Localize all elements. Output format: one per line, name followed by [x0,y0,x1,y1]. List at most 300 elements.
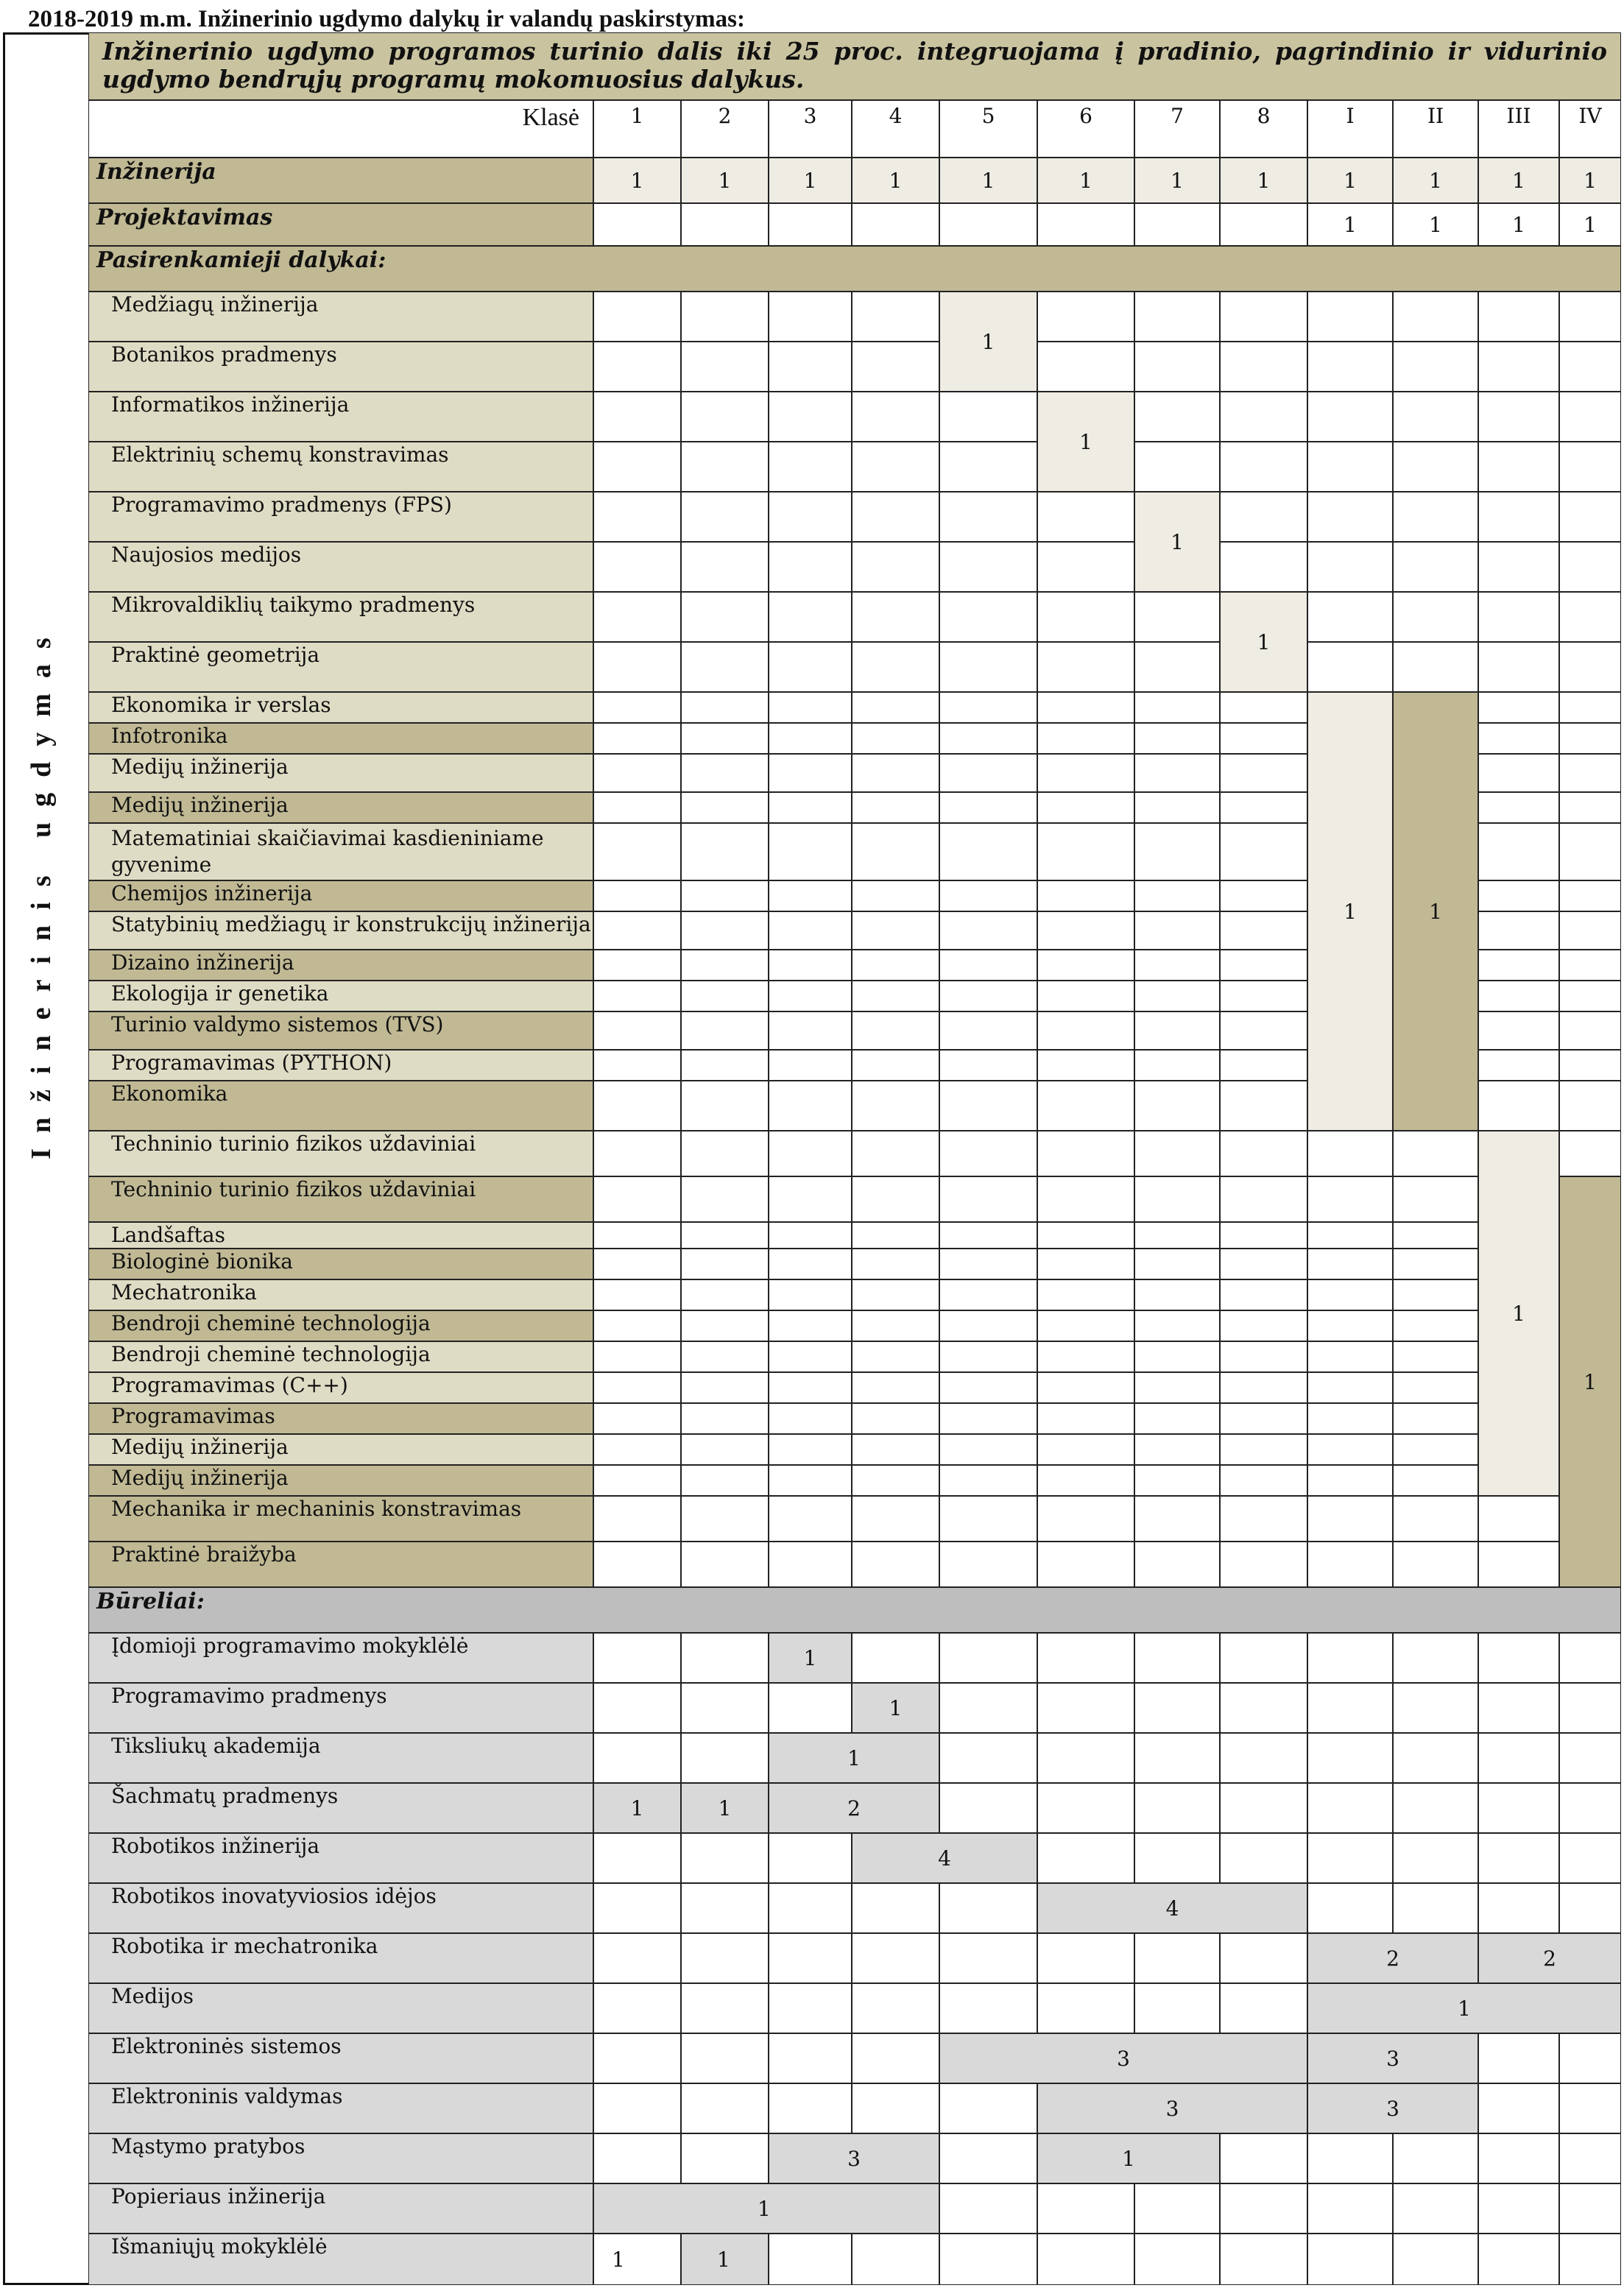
empty-cell [1478,1833,1559,1883]
empty-cell [1134,292,1220,342]
empty-cell [939,823,1037,880]
empty-cell [1559,692,1621,723]
empty-cell [852,1222,939,1249]
empty-cell [1559,342,1621,392]
empty-cell [852,1011,939,1050]
empty-cell [593,392,681,442]
empty-cell [681,950,769,981]
empty-cell [769,342,852,392]
elective-hours-value: 1 [1478,1131,1559,1496]
empty-cell [1307,1733,1393,1783]
empty-cell [593,1983,681,2033]
empty-cell [1559,2183,1621,2234]
empty-cell [852,1310,939,1341]
empty-cell [1220,292,1307,342]
empty-cell [593,1249,681,1279]
empty-cell [1478,792,1559,823]
empty-cell [1478,911,1559,950]
empty-cell [681,1011,769,1050]
empty-cell [939,2183,1037,2234]
empty-cell [769,1465,852,1496]
empty-cell [852,1249,939,1279]
empty-cell [1307,1542,1393,1587]
empty-cell [1393,2183,1478,2234]
empty-cell [1307,1465,1393,1496]
empty-cell [593,1465,681,1496]
empty-cell [593,292,681,342]
empty-cell [769,592,852,642]
empty-cell [593,692,681,723]
empty-cell [1220,2234,1307,2285]
empty-cell [769,692,852,723]
empty-cell [1220,1222,1307,1249]
empty-cell [852,442,939,492]
empty-cell [681,692,769,723]
empty-cell [593,1131,681,1176]
empty-cell [1559,981,1621,1011]
empty-cell [852,1542,939,1587]
empty-cell [593,823,681,880]
elective-row-label: Mikrovaldiklių taikymo pradmenys [88,592,593,642]
club-row-label: Robotikos inžinerija [88,1833,593,1883]
empty-cell [1220,911,1307,950]
empty-cell [1220,1176,1307,1222]
empty-cell [1393,1131,1478,1176]
elective-hours-value: 1 [1307,692,1393,1131]
empty-cell [1393,442,1478,492]
empty-cell [852,1465,939,1496]
empty-cell [593,1050,681,1081]
empty-cell [769,1372,852,1403]
empty-cell [681,981,769,1011]
empty-cell [1220,1496,1307,1542]
band-engineering: Inžinerija [88,158,593,203]
empty-cell [1220,1783,1307,1833]
empty-cell [1307,1783,1393,1833]
empty-cell [593,1833,681,1883]
empty-cell [939,1279,1037,1310]
empty-cell [1478,2234,1559,2285]
empty-cell [1307,1176,1393,1222]
grade-header: 8 [1220,100,1307,158]
empty-cell [769,1496,852,1542]
empty-cell [593,1733,681,1783]
empty-cell [1559,392,1621,442]
empty-cell [769,1983,852,2033]
empty-cell [1478,692,1559,723]
empty-cell [939,692,1037,723]
elective-row-label: Mechanika ir mechaninis konstravimas [88,1496,593,1542]
club-hours-value: 3 [1307,2083,1478,2133]
empty-cell [1307,1131,1393,1176]
empty-cell [1393,1733,1478,1783]
empty-cell [593,2083,681,2133]
empty-cell [1134,1222,1220,1249]
empty-cell [1393,2234,1478,2285]
club-row-label: Programavimo pradmenys [88,1683,593,1733]
empty-cell [1393,1310,1478,1341]
empty-cell [681,1983,769,2033]
empty-cell [1037,292,1134,342]
empty-cell [1393,1496,1478,1542]
empty-cell [769,950,852,981]
empty-cell [1307,1249,1393,1279]
empty-cell [1037,1833,1134,1883]
grade-header: II [1393,100,1478,158]
empty-cell [1037,1633,1134,1683]
empty-cell [1220,950,1307,981]
empty-cell [852,1403,939,1434]
club-hours-value: 2 [1307,1933,1478,1983]
empty-cell [1134,823,1220,880]
empty-cell [1134,1176,1220,1222]
club-row-label: Mąstymo pratybos [88,2133,593,2183]
empty-cell [593,981,681,1011]
empty-cell [769,1249,852,1279]
empty-cell [1393,1783,1478,1833]
empty-cell [1307,1633,1393,1683]
empty-cell [1037,542,1134,592]
empty-cell [939,1542,1037,1587]
empty-cell [1134,342,1220,392]
empty-cell [1037,692,1134,723]
grade-header: III [1478,100,1559,158]
empty-cell [769,492,852,542]
empty-cell [852,392,939,442]
elective-row-label: Ekonomika ir verslas [88,692,593,723]
empty-cell [1307,442,1393,492]
empty-cell [1559,1783,1621,1833]
empty-cell [1559,2083,1621,2133]
empty-cell [1393,1542,1478,1587]
empty-cell [681,542,769,592]
empty-cell [939,1131,1037,1176]
elective-row-label: Bendroji cheminė technologija [88,1310,593,1341]
empty-cell [769,442,852,492]
empty-cell [852,1279,939,1310]
empty-cell [769,1050,852,1081]
empty-cell [939,2083,1037,2133]
empty-cell [1307,642,1393,692]
empty-cell [681,2083,769,2133]
design-value [1037,203,1134,246]
empty-cell [1134,1983,1220,2033]
empty-cell [1037,1983,1134,2033]
empty-cell [593,792,681,823]
empty-cell [1559,754,1621,792]
empty-cell [852,1434,939,1465]
club-row-label: Išmaniųjų mokyklėlė [88,2234,593,2285]
empty-cell [681,1176,769,1222]
empty-cell [769,1310,852,1341]
elective-hours-value: 1 [1037,392,1134,492]
empty-cell [939,723,1037,754]
empty-cell [1220,1341,1307,1372]
empty-cell [1559,1733,1621,1783]
empty-cell [1393,1465,1478,1496]
intro-text: Inžinerinio ugdymo programos turinio dalis iki 25 proc. integruojama į pradinio, pagrindinio ir vidurinio ugdymo bendrųjų programų mokomuosius dalykus. [88,32,1621,100]
empty-cell [1559,1131,1621,1176]
empty-cell [1037,1222,1134,1249]
empty-cell [681,792,769,823]
empty-cell [1037,1372,1134,1403]
elective-row-label: Infotronika [88,723,593,754]
grade-header: 2 [681,100,769,158]
engineering-value: 1 [1134,158,1220,203]
empty-cell [852,1933,939,1983]
empty-cell [939,1465,1037,1496]
empty-cell [1393,342,1478,392]
empty-cell [1478,1683,1559,1733]
empty-cell [1393,642,1478,692]
empty-cell [593,1633,681,1683]
empty-cell [939,1933,1037,1983]
empty-cell [593,1279,681,1310]
elective-hours-value: 1 [1393,692,1478,1131]
empty-cell [769,642,852,692]
empty-cell [1393,492,1478,542]
design-value: 1 [1307,203,1393,246]
empty-cell [1307,1833,1393,1883]
empty-cell [939,880,1037,911]
empty-cell [1134,1633,1220,1683]
elective-row-label: Matematiniai skaičiavimai kasdieniniame gyvenime [88,823,593,880]
empty-cell [593,1176,681,1222]
empty-cell [1134,1341,1220,1372]
empty-cell [1037,792,1134,823]
elective-row-label: Statybinių medžiagų ir konstrukcijų inžinerija [88,911,593,950]
engineering-value: 1 [1037,158,1134,203]
club-row-label: Šachmatų pradmenys [88,1783,593,1833]
empty-cell [852,1131,939,1176]
empty-cell [1037,1341,1134,1372]
club-hours-value: 4 [1037,1883,1307,1933]
empty-cell [1220,492,1307,542]
empty-cell [1134,2183,1220,2234]
empty-cell [769,1279,852,1310]
empty-cell [1037,492,1134,542]
empty-cell [939,642,1037,692]
empty-cell [1220,1050,1307,1081]
empty-cell [593,1542,681,1587]
empty-cell [681,1683,769,1733]
empty-cell [681,1131,769,1176]
club-row-label: Tiksliukų akademija [88,1733,593,1783]
empty-cell [769,1403,852,1434]
empty-cell [593,950,681,981]
empty-cell [1037,2183,1134,2234]
engineering-value: 1 [939,158,1037,203]
empty-cell [769,911,852,950]
empty-cell [769,2083,852,2133]
empty-cell [1220,1465,1307,1496]
empty-cell [852,492,939,542]
elective-row-label: Bendroji cheminė technologija [88,1341,593,1372]
empty-cell [939,492,1037,542]
empty-cell [1134,1050,1220,1081]
empty-cell [593,1222,681,1249]
empty-cell [1134,1372,1220,1403]
engineering-value: 1 [1393,158,1478,203]
empty-cell [1037,2234,1134,2285]
empty-cell [939,1176,1037,1222]
empty-cell [1037,1050,1134,1081]
empty-cell [681,1222,769,1249]
empty-cell [1478,392,1559,442]
design-value: 1 [1559,203,1621,246]
empty-cell [1037,1279,1134,1310]
grade-header-label: Klasė [88,100,593,158]
empty-cell [1134,1310,1220,1341]
engineering-value: 1 [593,158,681,203]
empty-cell [1393,1403,1478,1434]
empty-cell [1134,880,1220,911]
empty-cell [1559,880,1621,911]
empty-cell [1478,2133,1559,2183]
elective-row-label: Medijų inžinerija [88,754,593,792]
empty-cell [1307,1222,1393,1249]
empty-cell [769,542,852,592]
empty-cell [1220,1249,1307,1279]
empty-cell [1134,1496,1220,1542]
empty-cell [1134,792,1220,823]
empty-cell [852,792,939,823]
elective-row-label: Praktinė braižyba [88,1542,593,1587]
empty-cell [1559,442,1621,492]
empty-cell [681,592,769,642]
empty-cell [681,2033,769,2083]
empty-cell [1220,880,1307,911]
empty-cell [852,911,939,950]
empty-cell [1559,592,1621,642]
empty-cell [1307,492,1393,542]
empty-cell [1307,1883,1393,1933]
empty-cell [593,492,681,542]
empty-cell [939,1249,1037,1279]
club-hours-value: 3 [769,2133,939,2183]
empty-cell [1037,1249,1134,1279]
empty-cell [1220,754,1307,792]
elective-row-label: Chemijos inžinerija [88,880,593,911]
empty-cell [769,1833,852,1883]
empty-cell [1559,792,1621,823]
grade-header: I [1307,100,1393,158]
empty-cell [1134,981,1220,1011]
empty-cell [1037,911,1134,950]
empty-cell [769,754,852,792]
empty-cell [1559,2133,1621,2183]
empty-cell [769,292,852,342]
grade-header: 6 [1037,100,1134,158]
empty-cell [681,1542,769,1587]
empty-cell [1220,1933,1307,1983]
empty-cell [1037,1011,1134,1050]
empty-cell [769,1542,852,1587]
empty-cell [1393,542,1478,592]
empty-cell [1478,1733,1559,1783]
empty-cell [1134,592,1220,642]
empty-cell [939,981,1037,1011]
empty-cell [681,754,769,792]
empty-cell [593,880,681,911]
empty-cell [593,911,681,950]
empty-cell [1220,1403,1307,1434]
elective-row-label: Programavimo pradmenys (FPS) [88,492,593,542]
elective-row-label: Techninio turinio fizikos uždaviniai [88,1131,593,1176]
empty-cell [1037,1081,1134,1131]
empty-cell [1559,1833,1621,1883]
empty-cell [939,1011,1037,1050]
empty-cell [769,1683,852,1733]
empty-cell [1307,1310,1393,1341]
empty-cell [1134,911,1220,950]
empty-cell [1134,1683,1220,1733]
empty-cell [1307,292,1393,342]
design-value: 1 [1478,203,1559,246]
elective-row-label: Programavimas (PYTHON) [88,1050,593,1081]
empty-cell [1478,2083,1559,2133]
empty-cell [769,1081,852,1131]
empty-cell [852,1983,939,2033]
empty-cell [852,642,939,692]
empty-cell [939,442,1037,492]
empty-cell [1559,2234,1621,2285]
band-design: Projektavimas [88,203,593,246]
empty-cell [1393,1222,1478,1249]
empty-cell [939,592,1037,642]
empty-cell [939,2133,1037,2183]
empty-cell [939,1341,1037,1372]
empty-cell [593,542,681,592]
empty-cell [852,592,939,642]
empty-cell [939,1403,1037,1434]
empty-cell [1220,1081,1307,1131]
empty-cell [1478,442,1559,492]
design-value [1220,203,1307,246]
empty-cell [593,1341,681,1372]
empty-cell [1559,1081,1621,1131]
empty-cell [852,542,939,592]
elective-row-label: Medijų inžinerija [88,1465,593,1496]
empty-cell [852,2234,939,2285]
empty-cell [681,1372,769,1403]
empty-cell [681,1933,769,1983]
empty-cell [1134,1434,1220,1465]
empty-cell [681,1249,769,1279]
empty-cell [1559,823,1621,880]
empty-cell [1559,642,1621,692]
empty-cell [769,392,852,442]
grade-header: IV [1559,100,1621,158]
document-title: 2018-2019 m.m. Inžinerinio ugdymo dalykų ir valandų paskirstymas: [28,6,745,32]
empty-cell [1134,723,1220,754]
empty-cell [1559,2033,1621,2083]
empty-cell [939,1310,1037,1341]
elective-row-label: Mechatronika [88,1279,593,1310]
empty-cell [1220,1833,1307,1883]
empty-cell [1478,950,1559,981]
side-label: Inžinerinis ugdymas [26,622,57,1159]
empty-cell [593,1496,681,1542]
empty-cell [681,1883,769,1933]
empty-cell [681,1465,769,1496]
empty-cell [681,1279,769,1310]
design-value [769,203,852,246]
empty-cell [769,1131,852,1176]
empty-cell [1037,1542,1134,1587]
empty-cell [1220,1011,1307,1050]
club-hours-value: 1 [593,1783,681,1833]
